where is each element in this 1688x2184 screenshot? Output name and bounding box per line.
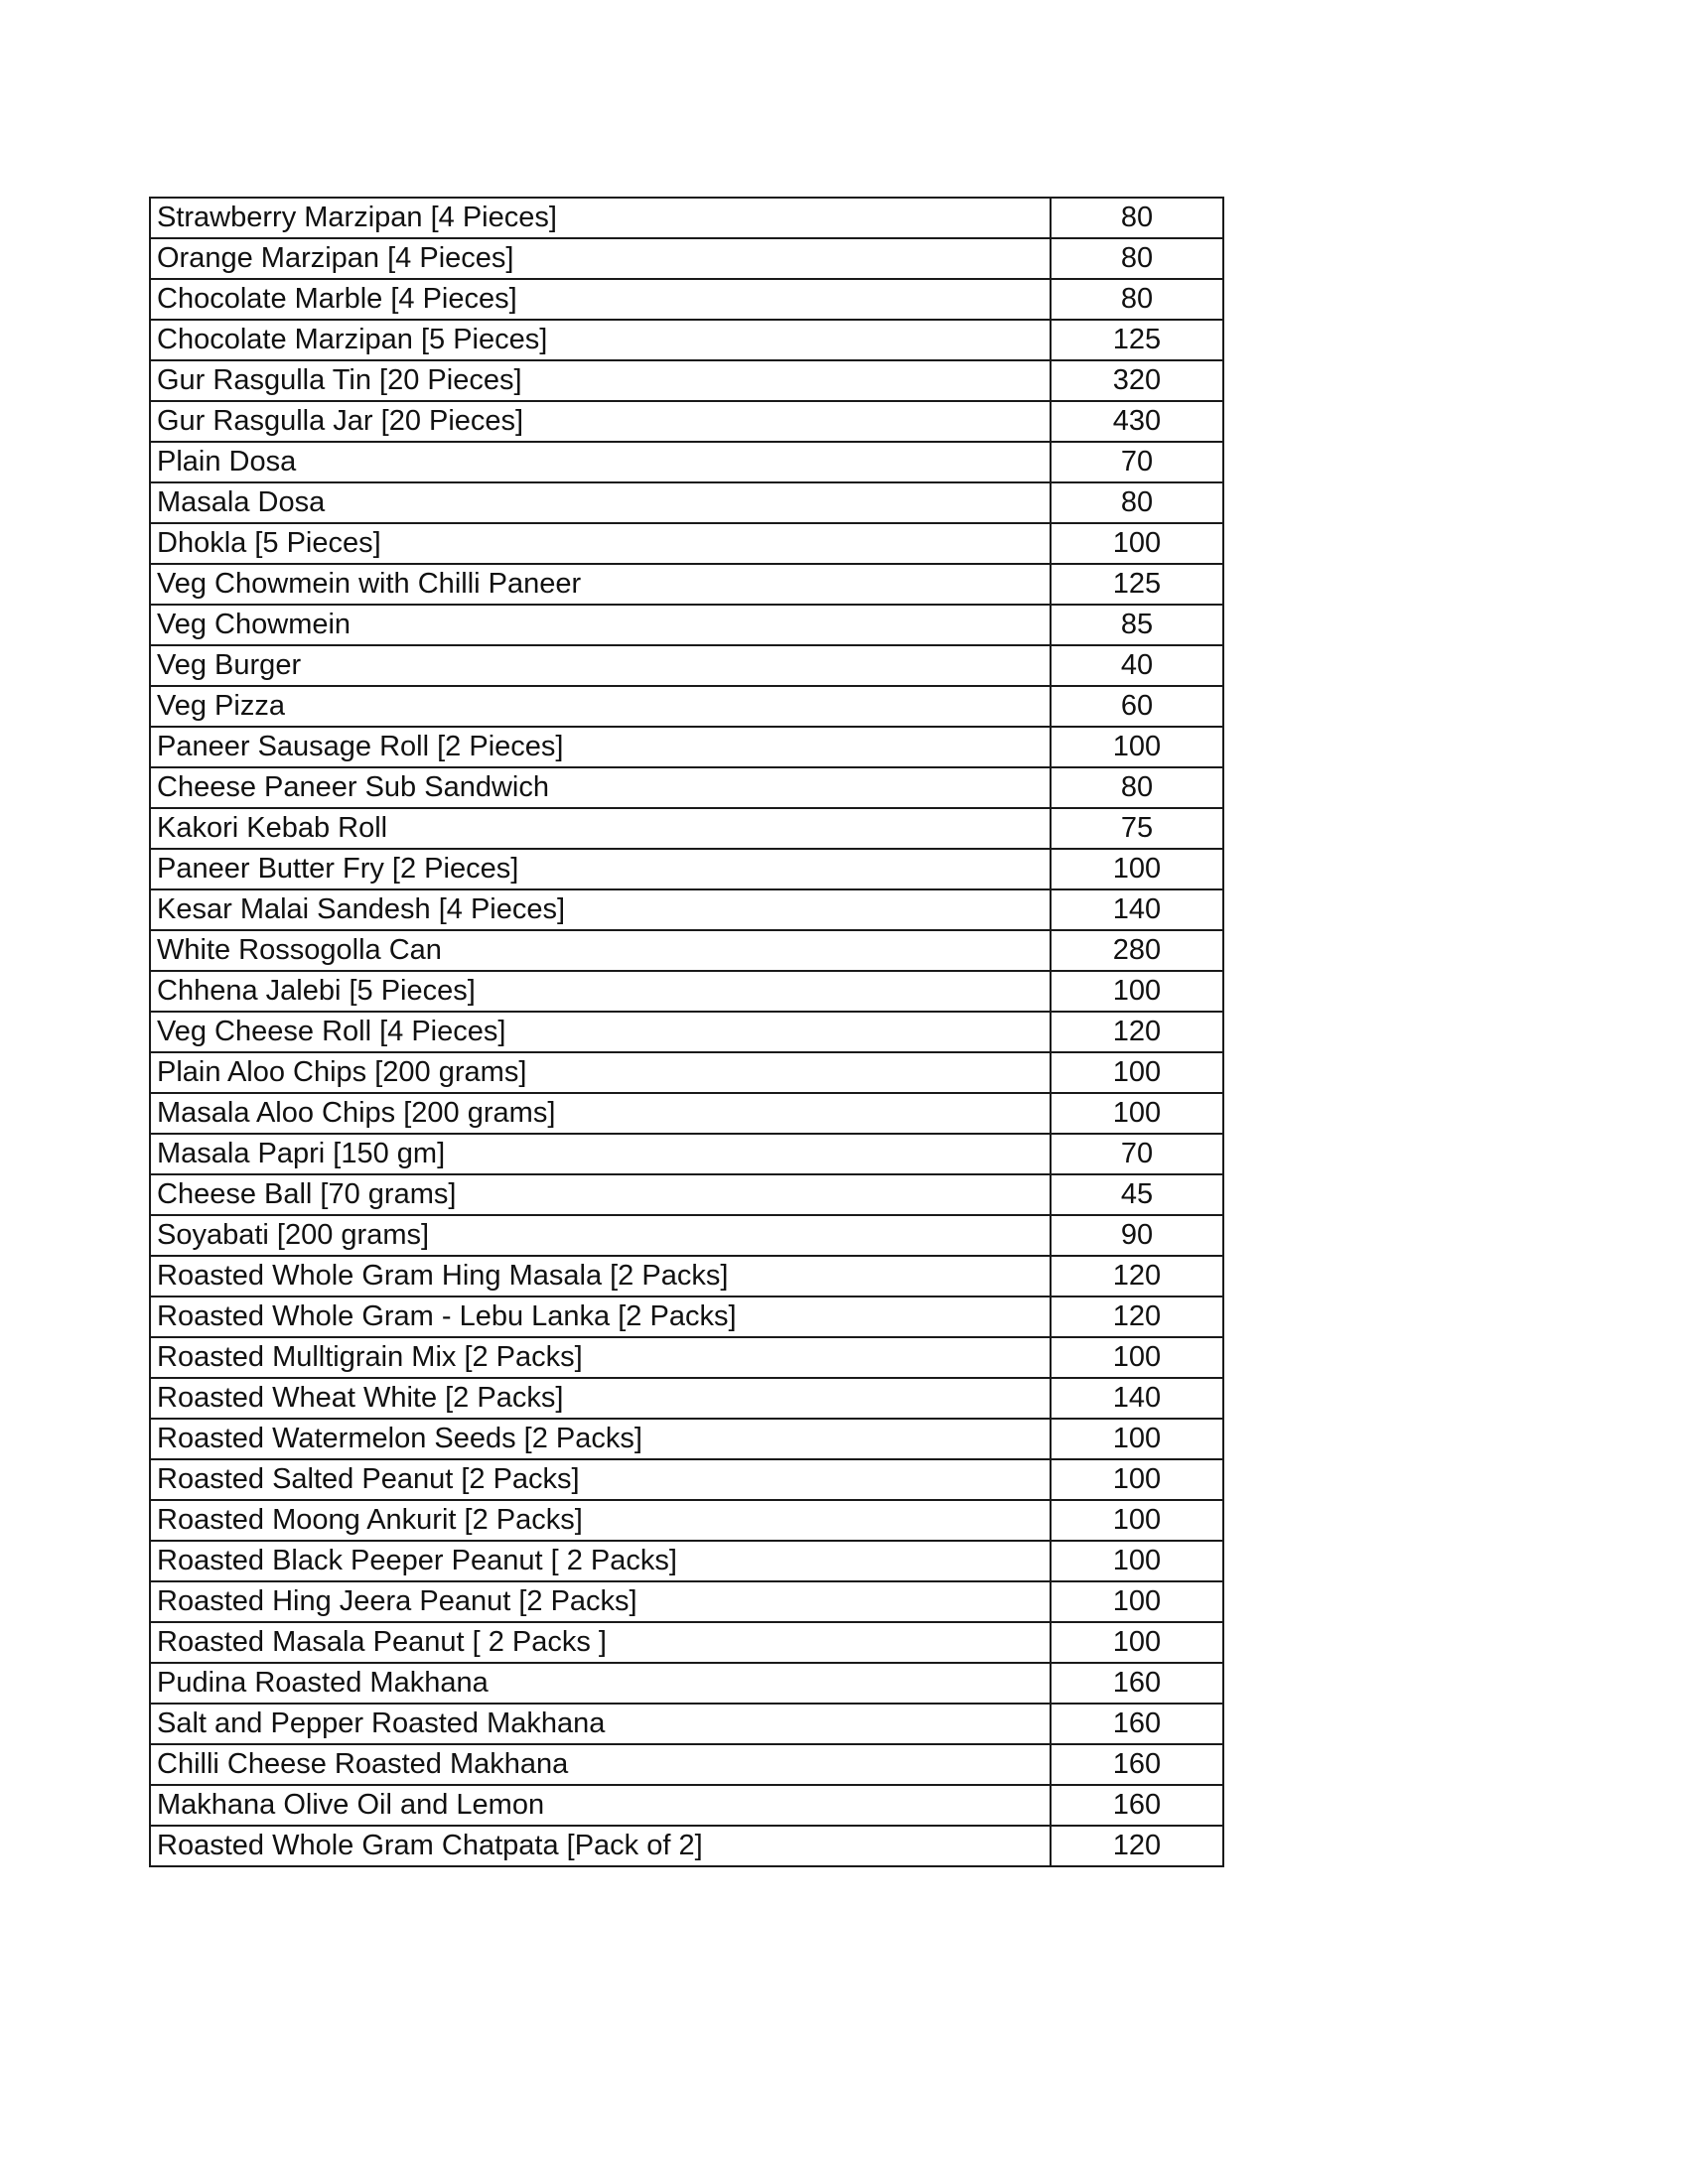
item-name-cell: Cheese Ball [70 grams] [150, 1174, 1051, 1215]
item-price-cell: 160 [1051, 1785, 1223, 1826]
item-name-cell: Salt and Pepper Roasted Makhana [150, 1704, 1051, 1744]
item-name-cell: Kesar Malai Sandesh [4 Pieces] [150, 889, 1051, 930]
item-name-cell: Plain Dosa [150, 442, 1051, 482]
item-price-cell: 70 [1051, 1134, 1223, 1174]
item-name-cell: Gur Rasgulla Tin [20 Pieces] [150, 360, 1051, 401]
table-row [150, 1581, 1223, 1622]
item-name-cell: Veg Cheese Roll [4 Pieces] [150, 1012, 1051, 1052]
table-row [150, 1174, 1223, 1215]
item-name-cell: Orange Marzipan [4 Pieces] [150, 238, 1051, 279]
item-name-cell: Roasted Salted Peanut [2 Packs] [150, 1459, 1051, 1500]
table-row [150, 645, 1223, 686]
item-price-cell: 125 [1051, 320, 1223, 360]
table-row [150, 1093, 1223, 1134]
table-row [150, 279, 1223, 320]
item-name-cell: Paneer Butter Fry [2 Pieces] [150, 849, 1051, 889]
price-list-body [150, 198, 1223, 1866]
item-price-cell: 100 [1051, 1337, 1223, 1378]
table-row [150, 849, 1223, 889]
item-name-cell: Roasted Whole Gram - Lebu Lanka [2 Packs] [150, 1297, 1051, 1337]
item-price-cell: 120 [1051, 1012, 1223, 1052]
item-price-cell: 80 [1051, 198, 1223, 238]
table-row [150, 767, 1223, 808]
item-name-cell: Veg Pizza [150, 686, 1051, 727]
item-name-cell: Veg Burger [150, 645, 1051, 686]
item-price-cell: 80 [1051, 482, 1223, 523]
table-row [150, 1256, 1223, 1297]
item-price-cell: 100 [1051, 523, 1223, 564]
item-price-cell: 320 [1051, 360, 1223, 401]
table-row [150, 1215, 1223, 1256]
table-row [150, 1541, 1223, 1581]
item-price-cell: 160 [1051, 1663, 1223, 1704]
table-row [150, 523, 1223, 564]
item-price-cell: 160 [1051, 1744, 1223, 1785]
item-price-cell: 80 [1051, 767, 1223, 808]
item-name-cell: Dhokla [5 Pieces] [150, 523, 1051, 564]
table-row [150, 1012, 1223, 1052]
item-name-cell: Chocolate Marzipan [5 Pieces] [150, 320, 1051, 360]
table-row [150, 1826, 1223, 1866]
item-name-cell: Chocolate Marble [4 Pieces] [150, 279, 1051, 320]
table-row [150, 1337, 1223, 1378]
item-price-cell: 140 [1051, 1378, 1223, 1419]
table-row [150, 1704, 1223, 1744]
item-name-cell: Veg Chowmein with Chilli Paneer [150, 564, 1051, 605]
item-name-cell: Roasted Mulltigrain Mix [2 Packs] [150, 1337, 1051, 1378]
item-name-cell: Strawberry Marzipan [4 Pieces] [150, 198, 1051, 238]
item-price-cell: 100 [1051, 1419, 1223, 1459]
item-name-cell: Gur Rasgulla Jar [20 Pieces] [150, 401, 1051, 442]
table-row [150, 1378, 1223, 1419]
table-row [150, 1622, 1223, 1663]
table-row [150, 360, 1223, 401]
item-price-cell: 100 [1051, 1500, 1223, 1541]
item-price-cell: 120 [1051, 1297, 1223, 1337]
table-row [150, 686, 1223, 727]
table-row [150, 1459, 1223, 1500]
item-name-cell: Chilli Cheese Roasted Makhana [150, 1744, 1051, 1785]
item-name-cell: Veg Chowmein [150, 605, 1051, 645]
item-price-cell: 160 [1051, 1704, 1223, 1744]
item-name-cell: White Rossogolla Can [150, 930, 1051, 971]
table-row [150, 889, 1223, 930]
item-price-cell: 75 [1051, 808, 1223, 849]
item-price-cell: 45 [1051, 1174, 1223, 1215]
item-name-cell: Roasted Wheat White [2 Packs] [150, 1378, 1051, 1419]
price-list-table [149, 197, 1224, 1867]
item-name-cell: Plain Aloo Chips [200 grams] [150, 1052, 1051, 1093]
item-price-cell: 430 [1051, 401, 1223, 442]
item-price-cell: 80 [1051, 279, 1223, 320]
item-price-cell: 90 [1051, 1215, 1223, 1256]
table-row [150, 930, 1223, 971]
item-name-cell: Pudina Roasted Makhana [150, 1663, 1051, 1704]
item-name-cell: Roasted Moong Ankurit [2 Packs] [150, 1500, 1051, 1541]
table-row [150, 238, 1223, 279]
item-name-cell: Makhana Olive Oil and Lemon [150, 1785, 1051, 1826]
table-row [150, 605, 1223, 645]
table-row [150, 971, 1223, 1012]
item-price-cell: 100 [1051, 1581, 1223, 1622]
item-name-cell: Cheese Paneer Sub Sandwich [150, 767, 1051, 808]
item-price-cell: 125 [1051, 564, 1223, 605]
table-row [150, 442, 1223, 482]
item-name-cell: Masala Dosa [150, 482, 1051, 523]
item-price-cell: 100 [1051, 1541, 1223, 1581]
table-row [150, 1500, 1223, 1541]
item-price-cell: 140 [1051, 889, 1223, 930]
item-price-cell: 100 [1051, 1622, 1223, 1663]
table-row [150, 1419, 1223, 1459]
table-row [150, 1663, 1223, 1704]
item-name-cell: Roasted Black Peeper Peanut [ 2 Packs] [150, 1541, 1051, 1581]
table-row [150, 320, 1223, 360]
item-name-cell: Chhena Jalebi [5 Pieces] [150, 971, 1051, 1012]
item-name-cell: Paneer Sausage Roll [2 Pieces] [150, 727, 1051, 767]
item-price-cell: 80 [1051, 238, 1223, 279]
item-name-cell: Masala Aloo Chips [200 grams] [150, 1093, 1051, 1134]
item-name-cell: Kakori Kebab Roll [150, 808, 1051, 849]
table-row [150, 1744, 1223, 1785]
item-price-cell: 40 [1051, 645, 1223, 686]
table-row [150, 401, 1223, 442]
table-row [150, 482, 1223, 523]
item-price-cell: 100 [1051, 1093, 1223, 1134]
item-price-cell: 70 [1051, 442, 1223, 482]
table-row [150, 564, 1223, 605]
item-price-cell: 60 [1051, 686, 1223, 727]
item-price-cell: 280 [1051, 930, 1223, 971]
item-name-cell: Roasted Whole Gram Hing Masala [2 Packs] [150, 1256, 1051, 1297]
table-row [150, 1297, 1223, 1337]
table-row [150, 198, 1223, 238]
table-row [150, 1052, 1223, 1093]
table-row [150, 1134, 1223, 1174]
item-price-cell: 100 [1051, 1052, 1223, 1093]
item-price-cell: 100 [1051, 849, 1223, 889]
item-price-cell: 120 [1051, 1256, 1223, 1297]
item-price-cell: 100 [1051, 971, 1223, 1012]
item-price-cell: 100 [1051, 727, 1223, 767]
item-name-cell: Roasted Watermelon Seeds [2 Packs] [150, 1419, 1051, 1459]
item-name-cell: Roasted Whole Gram Chatpata [Pack of 2] [150, 1826, 1051, 1866]
table-row [150, 808, 1223, 849]
table-row [150, 1785, 1223, 1826]
item-name-cell: Roasted Hing Jeera Peanut [2 Packs] [150, 1581, 1051, 1622]
item-name-cell: Soyabati [200 grams] [150, 1215, 1051, 1256]
item-name-cell: Roasted Masala Peanut [ 2 Packs ] [150, 1622, 1051, 1663]
item-name-cell: Masala Papri [150 gm] [150, 1134, 1051, 1174]
item-price-cell: 100 [1051, 1459, 1223, 1500]
table-row [150, 727, 1223, 767]
item-price-cell: 85 [1051, 605, 1223, 645]
item-price-cell: 120 [1051, 1826, 1223, 1866]
